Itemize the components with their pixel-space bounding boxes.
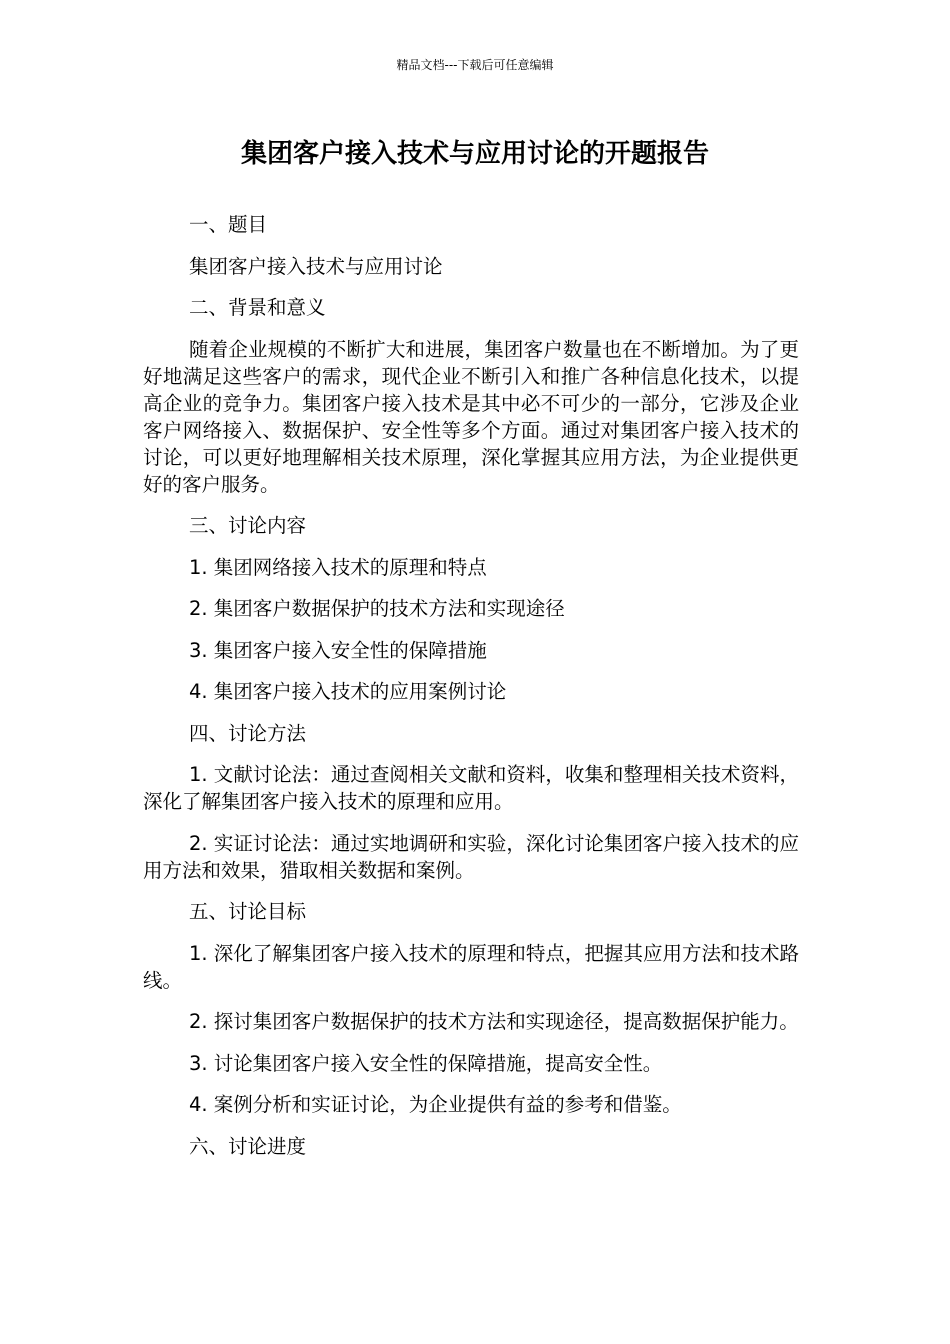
content-item: 4. 集团客户接入技术的应用案例讨论 [189,680,507,703]
section-heading-schedule: 六、讨论进度 [189,1134,307,1158]
document-title: 集团客户接入技术与应用讨论的开题报告 [240,139,709,169]
section-heading-content: 三、讨论内容 [189,514,307,537]
method-item: 2. 实证讨论法：通过实地调研和实验，深化讨论集团客户接入技术的应用方法和效果，猎取相关数据和案例。 [143,831,799,882]
goal-item: 2. 探讨集团客户数据保护的技术方法和实现途径，提高数据保护能力。 [189,1010,799,1033]
document-body [143,211,799,1174]
page-header: 精品文档---下载后可任意编辑 [396,58,554,72]
goal-item: 1. 深化了解集团客户接入技术的原理和特点，把握其应用方法和技术路线。 [143,941,799,992]
topic-text: 集团客户接入技术与应用讨论 [189,254,443,278]
section-heading-goals: 五、讨论目标 [189,900,307,923]
method-item: 1. 文献讨论法：通过查阅相关文献和资料，收集和整理相关技术资料，深化了解集团客户接入技术的原理和应用。 [143,763,799,813]
goal-item: 3. 讨论集团客户接入安全性的保障措施，提高安全性。 [189,1051,663,1075]
content-item: 2. 集团客户数据保护的技术方法和实现途径 [189,597,565,620]
content-item: 3. 集团客户接入安全性的保障措施 [189,638,487,662]
section-heading-topic: 一、题目 [189,213,268,236]
background-paragraph: 随着企业规模的不断扩大和进展，集团客户数量也在不断增加。为了更好地满足这些客户的需求，现代企业不断引入和推广各种信息化技术，以提高企业的竞争力。集团客户接入技术是其中必不可少的一部分，它涉及企业客户网络接入、数据保护、安全性等多个方面。通过对集团客户接入技术的讨论，可以更好地理解相关技术原理，深化掌握其应用方法，为企业提供更好的客户服务。 [143,337,799,496]
content-item: 1. 集团网络接入技术的原理和特点 [189,555,487,579]
goal-item: 4. 案例分析和实证讨论，为企业提供有益的参考和借鉴。 [189,1093,682,1116]
section-heading-method: 四、讨论方法 [189,721,307,745]
section-heading-background: 二、背景和意义 [189,296,326,319]
